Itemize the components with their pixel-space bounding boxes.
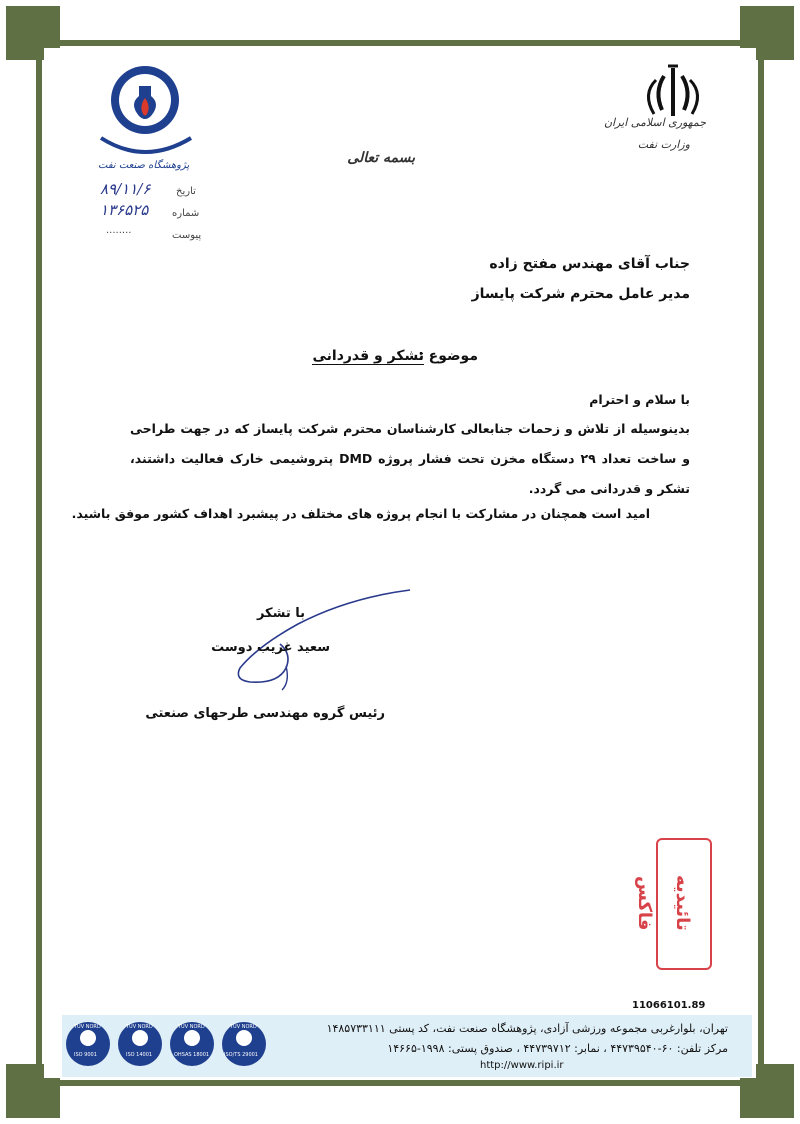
greeting: با سلام و احترام <box>589 392 690 407</box>
frame-right-line <box>758 40 764 1086</box>
recipient-line-1: جناب آقای مهندس مفتح زاده <box>489 256 690 272</box>
stamp-text: تائیدیه فاکس <box>634 875 693 931</box>
attachment-value: ........ <box>106 225 132 236</box>
date-label: تاریخ <box>176 186 196 197</box>
signer-title: رئیس گروه مهندسی طرحهای صنعتی <box>145 706 385 721</box>
left-logo-text: پژوهشگاه صنعت نفت <box>98 160 190 171</box>
invocation: بسمه تعالی <box>347 150 415 166</box>
right-logo-line-2: وزارت نفت <box>637 138 690 151</box>
closing: با تشکر <box>256 606 305 621</box>
frame-left-line <box>36 40 42 1086</box>
body-paragraph-2: امید است همچنان در مشارکت با انجام پروژه های مختلف در پیشبرد اهداف کشور موفق باشید. <box>71 506 650 521</box>
ripi-logo <box>95 56 205 166</box>
right-logo-line-1: جمهوری اسلامی ایران <box>603 116 706 129</box>
attachment-label: پیوست <box>172 230 202 241</box>
date-value: ۸۹/۱۱/۶ <box>100 180 151 198</box>
address-line-1: تهران، بلوارغربی مجموعه ورزشی آزادی، پژوهشگاه صنعت نفت، کد پستی ۱۴۸۵۷۳۳۱۱۱ <box>326 1022 728 1035</box>
handwritten-signature <box>228 584 418 694</box>
address-line-2: مرکز تلفن: ۶۰-۴۴۷۳۹۵۴۰ ، نمابر: ۴۴۷۳۹۷۱۲ ، صندوق پستی: ۱۹۹۸-۱۴۶۶۵ <box>387 1042 728 1055</box>
doc-code: 11066101.89 <box>632 1000 706 1011</box>
frame-bottom-line <box>38 1080 762 1086</box>
iso-4-brand: TÜV NORD <box>230 1024 257 1030</box>
number-value: ۱۳۶۵۲۵ <box>100 201 149 219</box>
subject-label: موضوع : <box>418 348 478 364</box>
iso-3-brand: TÜV NORD <box>178 1024 205 1030</box>
iso-2-cert: ISO 14001 <box>126 1052 153 1058</box>
iso-4-cert: ISO/TS 29001 <box>224 1052 258 1058</box>
recipient-line-2: مدیر عامل محترم شرکت پایساز <box>471 286 690 302</box>
frame-top-line <box>38 40 762 46</box>
body-paragraph-1: بدینوسیله از تلاش و زحمات جنابعالی کارشناسان محترم شرکت پایساز که در جهت طراحی و ساخت تعداد ۲۹ دستگاه مخزن تحت فشار پروژه DMD پتروشیمی خارک فعالیت داشتند، تشکر و قدردانی می گردد. <box>130 421 690 496</box>
iso-1-brand: TÜV NORD <box>74 1024 101 1030</box>
iso-3-cert: OHSAS 18001 <box>174 1052 210 1058</box>
website-link[interactable]: http://www.ripi.ir <box>480 1060 564 1071</box>
iso-2-brand: TÜV NORD <box>126 1024 153 1030</box>
iso-1-cert: ISO 9001 <box>74 1052 97 1058</box>
signer-name: سعید غریب دوست <box>211 640 330 655</box>
subject-value: تشکر و قدردانی <box>312 348 424 364</box>
number-label: شماره <box>172 208 200 219</box>
